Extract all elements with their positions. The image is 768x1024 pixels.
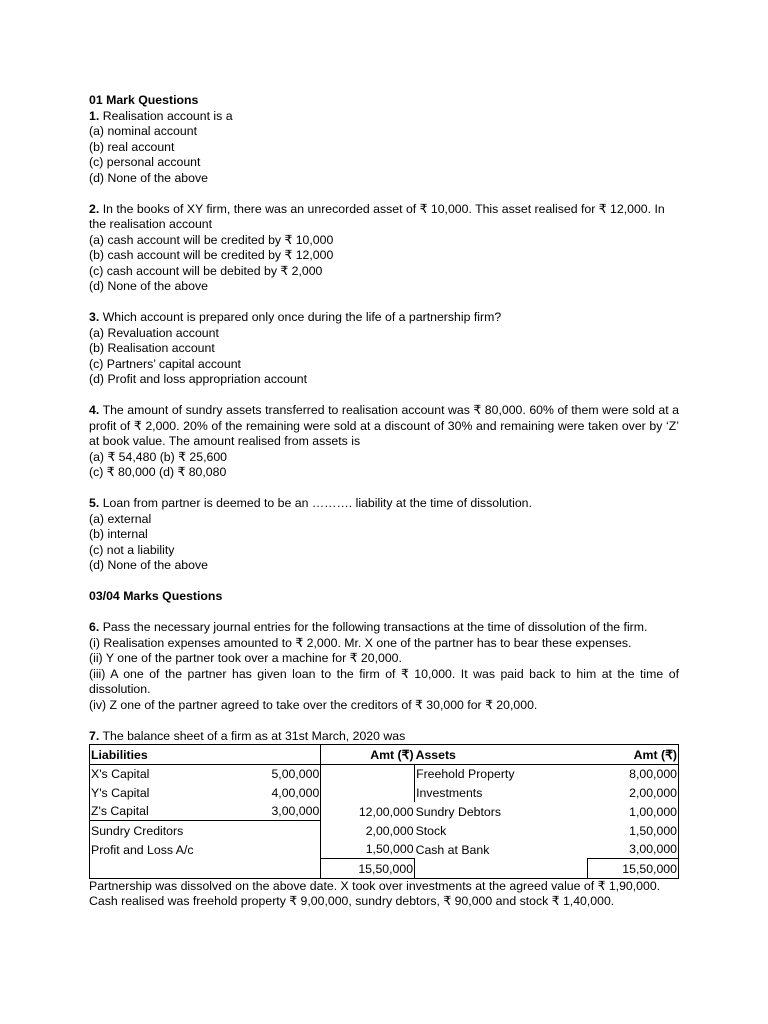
transaction-i: (i) Realisation expenses amounted to ₹ 2,000. Mr. X one of the partner has to bear these expenses. <box>89 635 632 650</box>
cell: Stock <box>415 823 447 838</box>
option-d: (d) None of the above <box>89 558 208 572</box>
header-amount-liabilities: Amt (₹) <box>321 745 415 765</box>
option-a-b: (a) ₹ 54,480 (b) ₹ 25,600 <box>89 449 228 464</box>
cell: 5,00,000 <box>245 764 320 783</box>
cell: 3,00,000 <box>588 840 679 859</box>
cell: Profit and Loss A/c <box>90 840 321 859</box>
section-heading-3-4-marks: 03/04 Marks Questions <box>89 589 223 603</box>
question-number: 6. <box>89 620 100 634</box>
question-6 <box>89 620 679 713</box>
option-d: (d) Profit and loss appropriation account <box>89 372 308 386</box>
question-stem <box>89 620 679 636</box>
question-2 <box>89 202 679 295</box>
header-liabilities: Liabilities <box>90 745 321 765</box>
cell: Cash at Bank <box>415 842 490 857</box>
table-total-row <box>90 859 679 879</box>
balance-sheet-table <box>89 744 679 879</box>
cell <box>321 764 415 783</box>
question-number: 1. <box>89 108 100 123</box>
question-7-footer-line-2: Cash realised was freehold property ₹ 9,00,000, sundry debtors, ₹ 90,000 and stock ₹ 1,40,000. <box>89 894 615 908</box>
cell: Y's Capital <box>90 783 246 802</box>
question-number: 5. <box>89 496 100 510</box>
question-4 <box>89 403 679 481</box>
option-b: (b) cash account will be credited by ₹ 12,000 <box>89 248 334 262</box>
cell: 12,00,000 <box>358 804 414 819</box>
transaction-iii: (iii) A one of the partner has given loan to the firm of ₹ 10,000. It was paid back to him at the time of dissolution. <box>89 666 679 696</box>
question-number: 3. <box>89 310 100 324</box>
question-text: Which account is prepared only once during the life of a partnership firm? <box>102 310 502 324</box>
cell: Investments <box>415 783 588 802</box>
option-c: (c) Partners’ capital account <box>89 356 241 371</box>
question-text: The balance sheet of a firm as at 31st March, 2020 was <box>102 728 406 743</box>
cell: 4,00,000 <box>245 783 320 802</box>
question-stem <box>89 202 679 218</box>
question-stem <box>89 403 679 450</box>
cell: 8,00,000 <box>588 764 679 783</box>
question-stem <box>89 310 679 326</box>
table-row <box>90 764 679 783</box>
option-d: (d) None of the above <box>89 170 208 185</box>
option-a: (a) Revaluation account <box>89 325 219 340</box>
question-stem <box>89 729 679 745</box>
transaction-ii: (ii) Y one of the partner took over a machine for ₹ 20,000. <box>89 651 402 665</box>
option-a: (a) external <box>89 511 152 526</box>
question-stem <box>89 109 679 125</box>
cell: X's Capital <box>90 764 246 783</box>
option-c-d: (c) ₹ 80,000 (d) ₹ 80,080 <box>89 465 227 479</box>
cell <box>90 859 321 879</box>
question-number: 2. <box>89 201 100 216</box>
question-number: 7. <box>89 728 100 743</box>
page-content <box>89 93 679 910</box>
option-b: (b) real account <box>89 139 175 154</box>
total-assets: 15,50,000 <box>588 859 679 879</box>
question-text: In the books of XY firm, there was an unrecorded asset of ₹ 10,000. This asset realised for ₹ 12,000. In <box>102 201 665 216</box>
cell: 1,50,000 <box>321 840 415 859</box>
header-assets: Assets <box>415 745 588 765</box>
question-text: Pass the necessary journal entries for the following transactions at the time of dissolution of the firm. <box>102 620 648 634</box>
section-heading-1-mark: 01 Mark Questions <box>89 93 199 107</box>
table-header-row <box>90 745 679 765</box>
option-a: (a) nominal account <box>89 124 197 138</box>
option-a: (a) cash account will be credited by ₹ 10,000 <box>89 232 334 247</box>
cell: 1,50,000 <box>588 821 679 840</box>
cell: 2,00,000 <box>321 821 415 840</box>
option-c: (c) cash account will be debited by ₹ 2,000 <box>89 263 323 278</box>
transaction-iv: (iv) Z one of the partner agreed to take over the creditors of ₹ 30,000 for ₹ 20,000. <box>89 697 538 712</box>
option-c: (c) personal account <box>89 155 201 169</box>
table-row <box>90 821 679 840</box>
table-row <box>90 802 679 821</box>
question-5 <box>89 496 679 574</box>
cell: Z's Capital <box>90 802 246 821</box>
cell: 1,00,000 <box>588 802 679 821</box>
question-text-continued: the realisation account <box>89 217 213 231</box>
cell: 2,00,000 <box>588 783 679 802</box>
question-1 <box>89 109 679 187</box>
option-b: (b) Realisation account <box>89 341 215 355</box>
question-7 <box>89 729 679 910</box>
question-3 <box>89 310 679 388</box>
cell: Sundry Creditors <box>90 821 321 840</box>
question-text: Loan from partner is deemed to be an ………. liability at the time of dissolution. <box>102 496 532 510</box>
header-amount-assets: Amt (₹) <box>588 745 679 765</box>
cell: Freehold Property <box>415 764 588 783</box>
question-text: Realisation account is a <box>102 108 233 123</box>
total-liabilities: 15,50,000 <box>321 859 415 879</box>
cell: 3,00,000 <box>245 802 320 821</box>
cell <box>321 783 415 802</box>
question-number: 4. <box>89 403 100 417</box>
table-row <box>90 783 679 802</box>
cell <box>415 859 588 879</box>
option-d: (d) None of the above <box>89 279 208 293</box>
question-text: The amount of sundry assets transferred to realisation account was ₹ 80,000. 60% of them were sold at a profit of ₹ 2,000. 20% of the remaining were sold at a discount of 30% and remaining were taken over by ‘Z’ at book value. The amount realised from assets is <box>89 403 679 448</box>
table-row <box>90 840 679 859</box>
option-b: (b) internal <box>89 527 148 541</box>
question-stem <box>89 496 679 512</box>
option-c: (c) not a liability <box>89 542 175 557</box>
cell: Sundry Debtors <box>415 804 501 819</box>
question-7-footer-line-1: Partnership was dissolved on the above date. X took over investments at the agreed value of ₹ 1,90,000. <box>89 878 661 893</box>
